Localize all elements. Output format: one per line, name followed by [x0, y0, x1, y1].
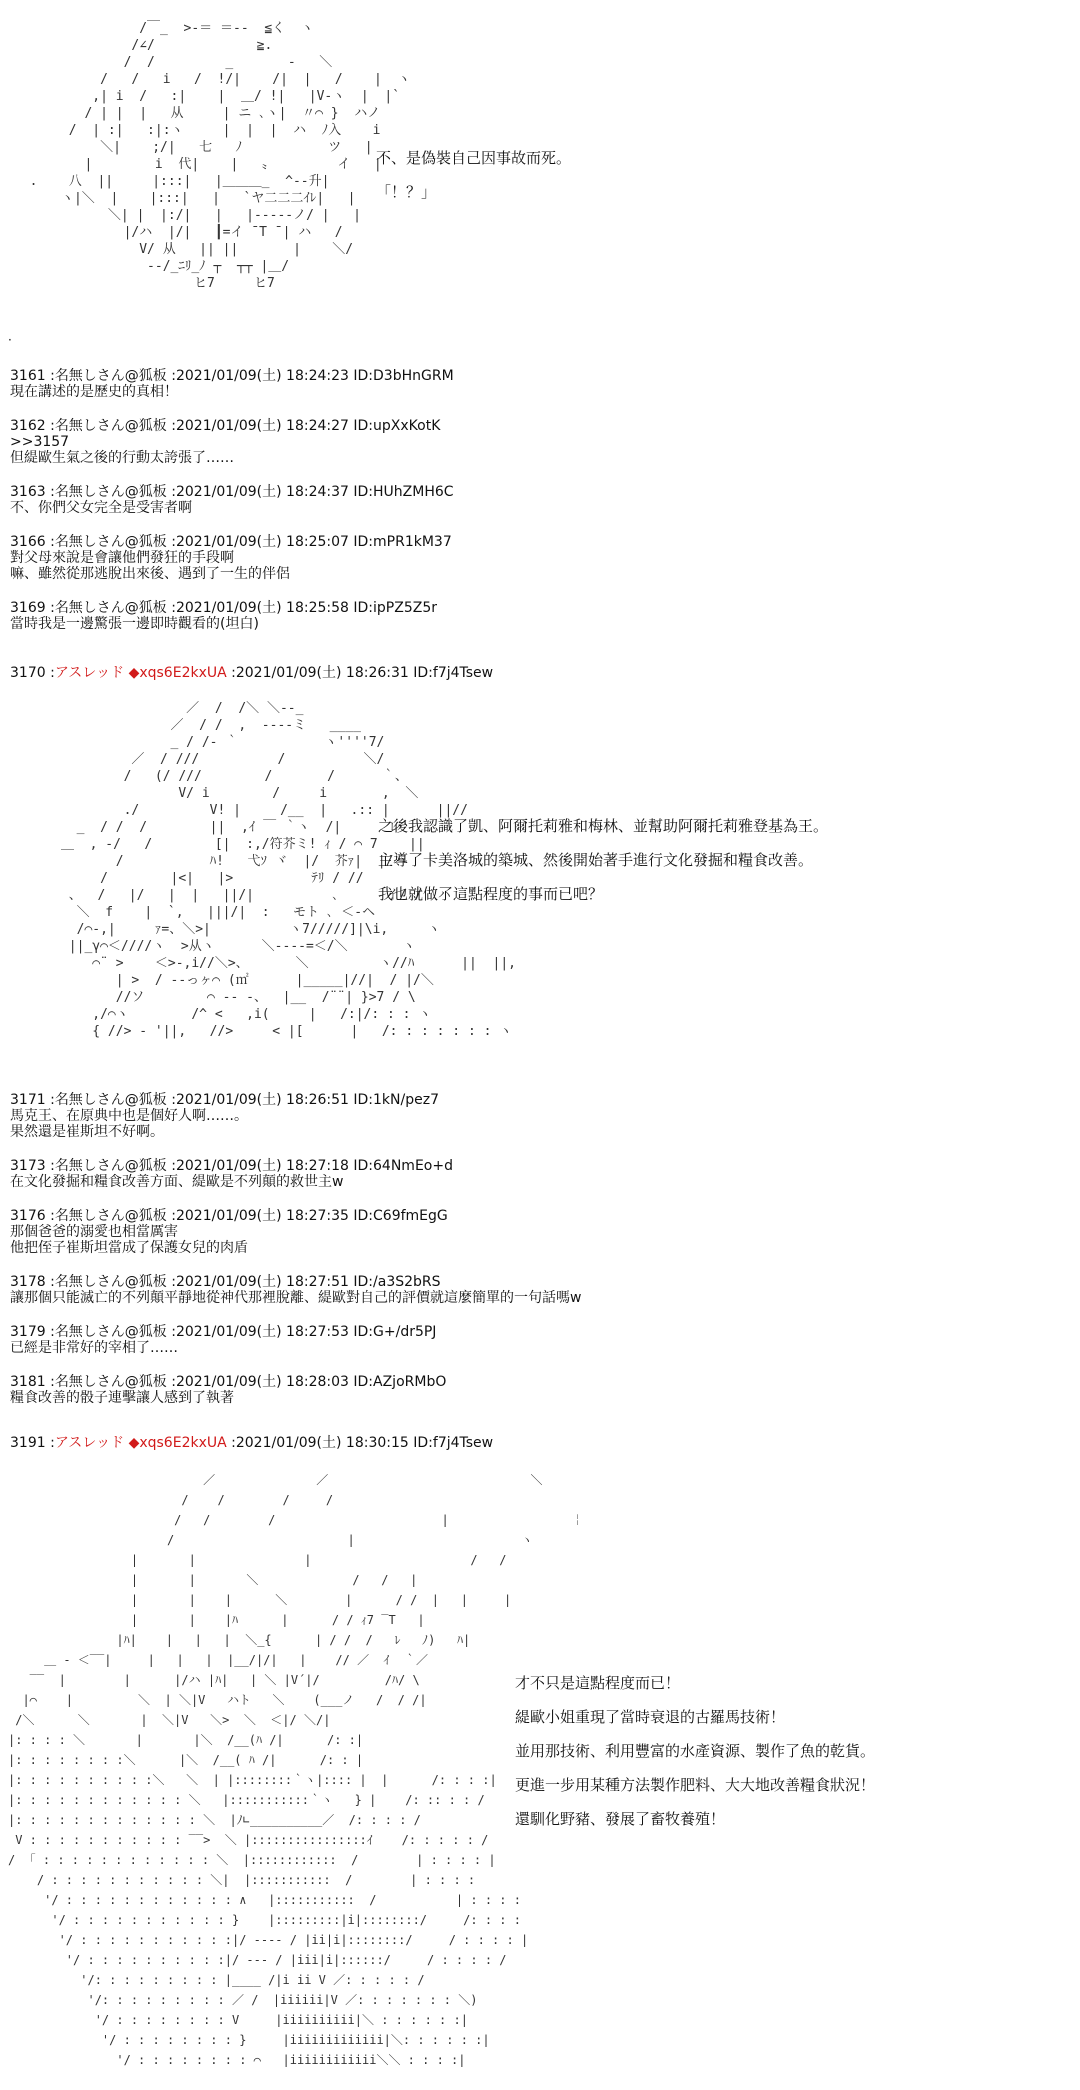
post-author[interactable]: 名無しさん@狐板	[54, 368, 167, 384]
post-header: 3162 :名無しさん@狐板 :2021/01/09(土) 18:24:27 ID:upXxKotK	[10, 418, 441, 434]
post-body-line: 果然還是崔斯坦不好啊。	[10, 1124, 164, 1140]
post-header: 3163 :名無しさん@狐板 :2021/01/09(土) 18:24:37 ID:HUhZMH6C	[10, 484, 454, 500]
post-number: 3176	[10, 1208, 46, 1224]
post-id: ID:/a3S2bRS	[353, 1274, 441, 1290]
post-item	[10, 1092, 1070, 1140]
post-date: 2021/01/09(土) 18:28:03	[175, 1374, 349, 1390]
post-date: 2021/01/09(土) 18:24:27	[175, 418, 349, 434]
post-body-line: 對父母來說是會讓他們發狂的手段啊	[10, 550, 234, 566]
post-id: ID:ipPZ5Z5r	[353, 600, 437, 616]
dialog-line: 更進一步用某種方法製作肥料、大大地改善糧食狀況！	[515, 1776, 876, 1794]
dialog-line: 緹歐小姐重現了當時衰退的古羅馬技術！	[515, 1708, 786, 1726]
post-header: 3176 :名無しさん@狐板 :2021/01/09(土) 18:27:35 ID:C69fmEgG	[10, 1208, 448, 1224]
post-item	[10, 484, 1070, 516]
post-id: ID:HUhZMH6C	[353, 484, 454, 500]
post-number: 3166	[10, 534, 46, 550]
post-number: 3171	[10, 1092, 46, 1108]
post-number: 3178	[10, 1274, 46, 1290]
dialog-line: 之後我認識了凱、阿爾托莉雅和梅林、並幫助阿爾托莉雅登基為王。	[378, 817, 829, 835]
post-header: 3178 :名無しさん@狐板 :2021/01/09(土) 18:27:51 ID:/a3S2bRS	[10, 1274, 441, 1290]
post-author[interactable]: 名無しさん@狐板	[54, 1092, 167, 1108]
post-number: 3181	[10, 1374, 46, 1390]
post-date: 2021/01/09(土) 18:26:31	[235, 665, 409, 681]
post-author[interactable]: 名無しさん@狐板	[54, 600, 167, 616]
dialog-line: 主導了卡美洛城的築城、然後開始著手進行文化發掘和糧食改善。	[378, 851, 814, 869]
dialog-block-2	[378, 818, 828, 903]
post-body-line: 馬克王、在原典中也是個好人啊……。	[10, 1108, 248, 1124]
dialog-block-3	[515, 1675, 875, 1828]
post-id: ID:G+/dr5PJ	[353, 1324, 437, 1340]
post-id: ID:f7j4Tsew	[413, 1435, 494, 1451]
post-id: ID:mPR1kM37	[353, 534, 452, 550]
post-date: 2021/01/09(土) 18:27:18	[175, 1158, 349, 1174]
post-id: ID:D3bHnGRM	[353, 368, 454, 384]
post-author[interactable]: 名無しさん@狐板	[54, 1274, 167, 1290]
dialog-line	[515, 1726, 875, 1743]
post-id: ID:AZjoRMbO	[353, 1374, 447, 1390]
dialog-line: 我也就做了這點程度的事而已吧？	[378, 885, 604, 903]
dialog-line	[515, 1692, 875, 1709]
post-item	[10, 1158, 1070, 1190]
post-number: 3173	[10, 1158, 46, 1174]
post-body-line: 已經是非常好的宰相了……	[10, 1340, 178, 1356]
post-3191	[10, 1435, 1070, 1451]
dialog-line	[378, 835, 828, 852]
post-date: 2021/01/09(土) 18:24:37	[175, 484, 349, 500]
post-body-line: 讓那個只能滅亡的不列顛平靜地從神代那裡脫離、緹歐對自己的評價就這麼簡單的一句話嗎w	[10, 1290, 582, 1306]
posts-group-b	[10, 1092, 1070, 1424]
dialog-line: 「！？」	[376, 183, 437, 201]
post-author[interactable]: 名無しさん@狐板	[54, 1208, 167, 1224]
post-item	[10, 1374, 1070, 1406]
dialog-line	[376, 167, 571, 184]
post-header: 3170 :アスレッド ◆xqs6E2kxUA :2021/01/09(土) 18:26:31 ID:f7j4Tsew	[10, 665, 494, 681]
post-author[interactable]: 名無しさん@狐板	[54, 418, 167, 434]
post-header: 3191 :アスレッド ◆xqs6E2kxUA :2021/01/09(土) 18:30:15 ID:f7j4Tsew	[10, 1435, 494, 1451]
post-item	[10, 534, 1070, 582]
post-trip: ◆xqs6E2kxUA	[128, 1435, 227, 1451]
post-body-line: 那個爸爸的溺愛也相當厲害	[10, 1224, 178, 1240]
post-id: ID:1kN/pez7	[353, 1092, 439, 1108]
ascii-art-face: /￣_ >‐＝ ＝‐‐ ≦く ヽ /∠/ ≧. / / _ ‐ ＼ / / i / !/| /| | / | ヽ ,| i / :| | ＿/ !| |V-ヽ | |` / | | | 从 | ニ ､ヽ| 〃⌒ } ハノ / | :| :|:ヽ | | | ハ ﾉ入 i ＼| ;/| 七 ﾉ ツ | | i 代| | 〟 イ | . 八 || |:::| |＿＿＿_ ^‐‐升| ヽ|＼ | |:::| | `ヤ二二二ｲﾚ| | ＼| | |:/| | |‐‐‐‐‐ノ/ | | |/ハ |/| ┃=イ ̄ ̄T ̄ | ハ / V/ 从 || || | ＼/ ‐‐/_ﾆﾘ_ﾉ ┬ ┬┬ |＿/ ヒ7 ヒ7	[29, 21, 411, 291]
post-body-line: 嘛、雖然從那逃脫出來後、遇到了一生的伴侶	[10, 566, 290, 582]
post-header: 3181 :名無しさん@狐板 :2021/01/09(土) 18:28:03 ID:AZjoRMbO	[10, 1374, 447, 1390]
post-id: ID:f7j4Tsew	[413, 665, 494, 681]
post-author[interactable]: アスレッド	[54, 1435, 125, 1451]
post-body-line: 不、你們父女完全是受害者啊	[10, 500, 192, 516]
post-item	[10, 1274, 1070, 1306]
post-body-line: >>3157	[10, 434, 70, 450]
post-date: 2021/01/09(土) 18:30:15	[235, 1435, 409, 1451]
post-number: 3161	[10, 368, 46, 384]
post-number: 3169	[10, 600, 46, 616]
post-3170	[10, 665, 1070, 681]
dialog-line: 並用那技術、利用豐富的水產資源、製作了魚的乾貨。	[515, 1742, 876, 1760]
post-date: 2021/01/09(土) 18:24:23	[175, 368, 349, 384]
post-author[interactable]: 名無しさん@狐板	[54, 1324, 167, 1340]
dialog-line: 才不只是這點程度而已！	[515, 1674, 681, 1692]
dialog-block-1	[376, 150, 571, 201]
dialog-line: 還馴化野豬、發展了畜牧養殖！	[515, 1810, 726, 1828]
post-item	[10, 1208, 1070, 1256]
post-header: 3169 :名無しさん@狐板 :2021/01/09(土) 18:25:58 ID:ipPZ5Z5r	[10, 600, 437, 616]
post-date: 2021/01/09(土) 18:25:07	[175, 534, 349, 550]
post-header: 3171 :名無しさん@狐板 :2021/01/09(土) 18:26:51 ID:1kN/pez7	[10, 1092, 439, 1108]
post-author[interactable]: 名無しさん@狐板	[54, 484, 167, 500]
dialog-line	[515, 1794, 875, 1811]
post-number: 3191	[10, 1435, 46, 1451]
ascii-art-character: ／ / /＼ ＼‐-_ ／ / / , ‐‐‐‐ミ ____ _ / /‐ ｀ ヽ''''7/ ／ / /// / ＼/ / (/ /// / / ｀、 V/ i / i , ＼ ./ V! | /__ | .:: | ||// _ / / / || ,ｲ ￣ ｀ヽ /| レ' ＿ , -/ / [| :,/符芥ミ! ｨ / ⌒ 7 || / ﾊ! 弋ｿ ヾ |/ 芥ｧ| |/ハ / |<| |> ﾃﾘ / // 、 / |/ | | ||/| ､ イ/ / ハ ＼ f | `, |||/| : モト ､ ＜‐ヘ /⌒‐,| ｧ=、＼>| ヽ7/////]|\i, ヽ ||_γ⌒＜////ヽ >从ヽ ＼‐‐‐‐=＜/＼ ヽ ⌒¨ > ＜>‐,i//＼>、 ＼ ヽ//ﾊ || ||, | > / ‐‐っヶ⌒ (㎡ |_____|//| / |/＼ //ソ ⌒ ‐‐ -、 |__ /¨¨| }>7 / \ ,/⌒ヽ /^ < ,i( | /:|/: : : ヽ { //> ‐ '||, //> < |[ | /: : : : : : : ヽ	[60, 701, 516, 1039]
post-item	[10, 368, 1070, 400]
stray-mark: ·	[8, 333, 12, 347]
post-author[interactable]: 名無しさん@狐板	[54, 534, 167, 550]
dialog-line	[515, 1760, 875, 1777]
post-date: 2021/01/09(土) 18:27:53	[175, 1324, 349, 1340]
posts-group-a	[10, 368, 1070, 650]
post-body-line: 在文化發掘和糧食改善方面、緹歐是不列顛的救世主w	[10, 1174, 344, 1190]
post-author[interactable]: アスレッド	[54, 665, 125, 681]
post-id: ID:C69fmEgG	[353, 1208, 448, 1224]
post-body-line: 現在講述的是歷史的真相！	[10, 384, 178, 400]
post-number: 3179	[10, 1324, 46, 1340]
post-body-line: 他把侄子崔斯坦當成了保護女兒的肉盾	[10, 1240, 248, 1256]
post-date: 2021/01/09(土) 18:27:51	[175, 1274, 349, 1290]
post-date: 2021/01/09(土) 18:25:58	[175, 600, 349, 616]
post-date: 2021/01/09(土) 18:26:51	[175, 1092, 349, 1108]
post-number: 3170	[10, 665, 46, 681]
post-id: ID:64NmEo+d	[353, 1158, 453, 1174]
post-item	[10, 1324, 1070, 1356]
post-number: 3163	[10, 484, 46, 500]
post-author[interactable]: 名無しさん@狐板	[54, 1374, 167, 1390]
post-header: 3166 :名無しさん@狐板 :2021/01/09(土) 18:25:07 ID:mPR1kM37	[10, 534, 452, 550]
post-header: 3179 :名無しさん@狐板 :2021/01/09(土) 18:27:53 ID:G+/dr5PJ	[10, 1324, 437, 1340]
post-body-line: 糧食改善的骰子連擊讓人感到了執著	[10, 1390, 234, 1406]
post-trip: ◆xqs6E2kxUA	[128, 665, 227, 681]
dialog-line: 不、是偽裝自己因事故而死。	[376, 149, 572, 167]
post-item	[10, 600, 1070, 632]
post-id: ID:upXxKotK	[353, 418, 441, 434]
post-date: 2021/01/09(土) 18:27:35	[175, 1208, 349, 1224]
post-header: 3173 :名無しさん@狐板 :2021/01/09(土) 18:27:18 ID:64NmEo+d	[10, 1158, 453, 1174]
post-number: 3162	[10, 418, 46, 434]
post-item	[10, 418, 1070, 466]
ascii-art-scene: ／ ／ ＼ / / / / / / / | ￤ / | ヽ | | | / / | | ＼ / / | | | | ＼ | / / | | | | | |ﾊ | / / ｨ7 ‾T | |ﾊ| | | | ＼_{ | / / / ﾚ ﾉ) ﾊ| ＿ ‐ ＜‾‾| | | | |__/|/| | // ／ ｲ ｀／ ‾‾ | | |/ハ |ﾊ| | ＼ |V´|/ /ﾊ/ \ |⌒ | ＼ | ＼|V ハト ＼ (___ノ / / /| /＼ ＼ | ＼|V ＼> ＼ ＜|/ ＼/| |: : : : ＼ | |＼ /__(ﾊ /| /: :| |: : : : : : : :＼ |＼ /__( ﾊ /| /: : | |: : : : : : : : : :＼ ＼ | |::::::::｀ヽ|:::: | | /: : : :| |: : : : : : : : : : : : ＼ |:::::::::::｀ヽ } | /: :: : : / |: : : : : : : : : : : : : ＼ |ﾉ∟__________／ /: : : : / V : : : : : : : : : : : ‾‾> ＼ |::::::::::::::::ｲ /: : : : : / / ｢ : : : : : : : : : : : : ＼ |:::::::::::: / | : : : : | / : : : : : : : : : : : ＼| |::::::::::: / | : : : : '/ : : : : : : : : : : : : ∧ |::::::::::: / | : : : : '/ : : : : : : : : : : : } |:::::::::|i|::::::::/ /: : : : '/ : : : : : : : : : : :|/ ‐‐‐‐ / |ii|i|::::::::/ / : : : : | '/ : : : : : : : : : :|/ ‐‐‐ / |iii|i|::::::/ / : : : : / '/: : : : : : : : : |____ /|i ii V ／: : : : : / '/: : : : : : : : : ／ / |iiiiii|V ／: : : : : : : ＼) '/ : : : : : : : : V |iiiiiiiiii|＼ : : : : : :| '/ : : : : : : : : } |iiiiiiiiiiiii|＼: : : : : :| '/ : : : : : : : : ⌒ |iiiiiiiiiiii＼＼ : : : :|	[8, 1473, 584, 2067]
post-body-line: 當時我是一邊驚張一邊即時觀看的(坦白)	[10, 616, 259, 632]
post-body-line: 但緹歐生氣之後的行動太誇張了……	[10, 450, 234, 466]
post-author[interactable]: 名無しさん@狐板	[54, 1158, 167, 1174]
dialog-line	[378, 869, 828, 886]
post-header: 3161 :名無しさん@狐板 :2021/01/09(土) 18:24:23 ID:D3bHnGRM	[10, 368, 454, 384]
